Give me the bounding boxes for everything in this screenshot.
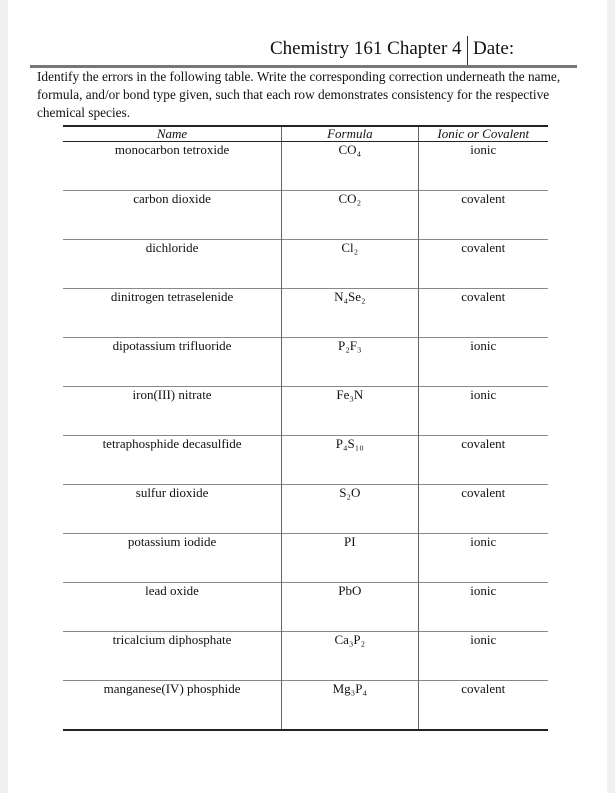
instructions: Identify the errors in the following table. Write the corresponding correction underneath the name, formula, and/or bond type given, such that each row demonstrates consistency for the respective chemical species.: [37, 69, 561, 120]
formula-cell: P₄S₁₀: [282, 436, 418, 485]
formula-cell: PI: [282, 534, 418, 583]
table-row: [63, 338, 548, 387]
formula-cell: CO₂: [282, 191, 418, 240]
name-cell: sulfur dioxide: [63, 485, 282, 534]
table-row: [63, 240, 548, 289]
name-cell: dipotassium trifluoride: [63, 338, 282, 387]
column-header-formula: Formula: [282, 126, 418, 142]
bond-type-cell: covalent: [418, 485, 548, 534]
formula-cell: S₂O: [282, 485, 418, 534]
name-cell: dichloride: [63, 240, 282, 289]
name-cell: iron(III) nitrate: [63, 387, 282, 436]
name-cell: dinitrogen tetraselenide: [63, 289, 282, 338]
formula-cell: Fe₃N: [282, 387, 418, 436]
table-row: [63, 485, 548, 534]
column-header-type: Ionic or Covalent: [418, 126, 548, 142]
table-row: [63, 632, 548, 681]
bond-type-cell: ionic: [418, 583, 548, 632]
name-cell: carbon dioxide: [63, 191, 282, 240]
formula-cell: CO₄: [282, 142, 418, 191]
table-row: [63, 387, 548, 436]
bond-type-cell: covalent: [418, 289, 548, 338]
name-cell: tetraphosphide decasulfide: [63, 436, 282, 485]
compounds-table: [63, 125, 548, 731]
bond-type-cell: ionic: [470, 142, 497, 157]
name-cell: potassium iodide: [63, 534, 282, 583]
header-divider: [467, 36, 468, 66]
name-cell: lead oxide: [63, 583, 282, 632]
date-label: Date:: [473, 38, 515, 59]
formula-cell: P₂F₃: [282, 338, 418, 387]
table-row: [63, 681, 548, 731]
bond-type-cell: covalent: [418, 436, 548, 485]
name-cell: monocarbon tetroxide: [114, 142, 230, 157]
name-cell: tricalcium diphosphate: [63, 632, 282, 681]
page-title: Chemistry 161 Chapter 4: [270, 38, 462, 59]
formula-cell: Mg₃P₄: [282, 681, 418, 731]
formula-cell: Ca₃P₂: [282, 632, 418, 681]
table-row: [63, 191, 548, 240]
table-row: [63, 534, 548, 583]
formula-cell: PbO: [282, 583, 418, 632]
bond-type-cell: covalent: [418, 240, 548, 289]
formula-cell: Cl₂: [282, 240, 418, 289]
bond-type-cell: covalent: [418, 191, 548, 240]
bond-type-cell: ionic: [418, 534, 548, 583]
bond-type-cell: covalent: [418, 681, 548, 731]
table-row: [63, 142, 548, 191]
table-row: [63, 289, 548, 338]
bond-type-cell: ionic: [418, 632, 548, 681]
table-row: [63, 583, 548, 632]
name-cell: manganese(IV) phosphide: [63, 681, 282, 731]
bond-type-cell: ionic: [418, 387, 548, 436]
table-row: [63, 436, 548, 485]
table-header-row: [63, 126, 548, 142]
formula-cell: N₄Se₂: [282, 289, 418, 338]
column-header-name: Name: [63, 126, 282, 142]
bond-type-cell: ionic: [418, 338, 548, 387]
